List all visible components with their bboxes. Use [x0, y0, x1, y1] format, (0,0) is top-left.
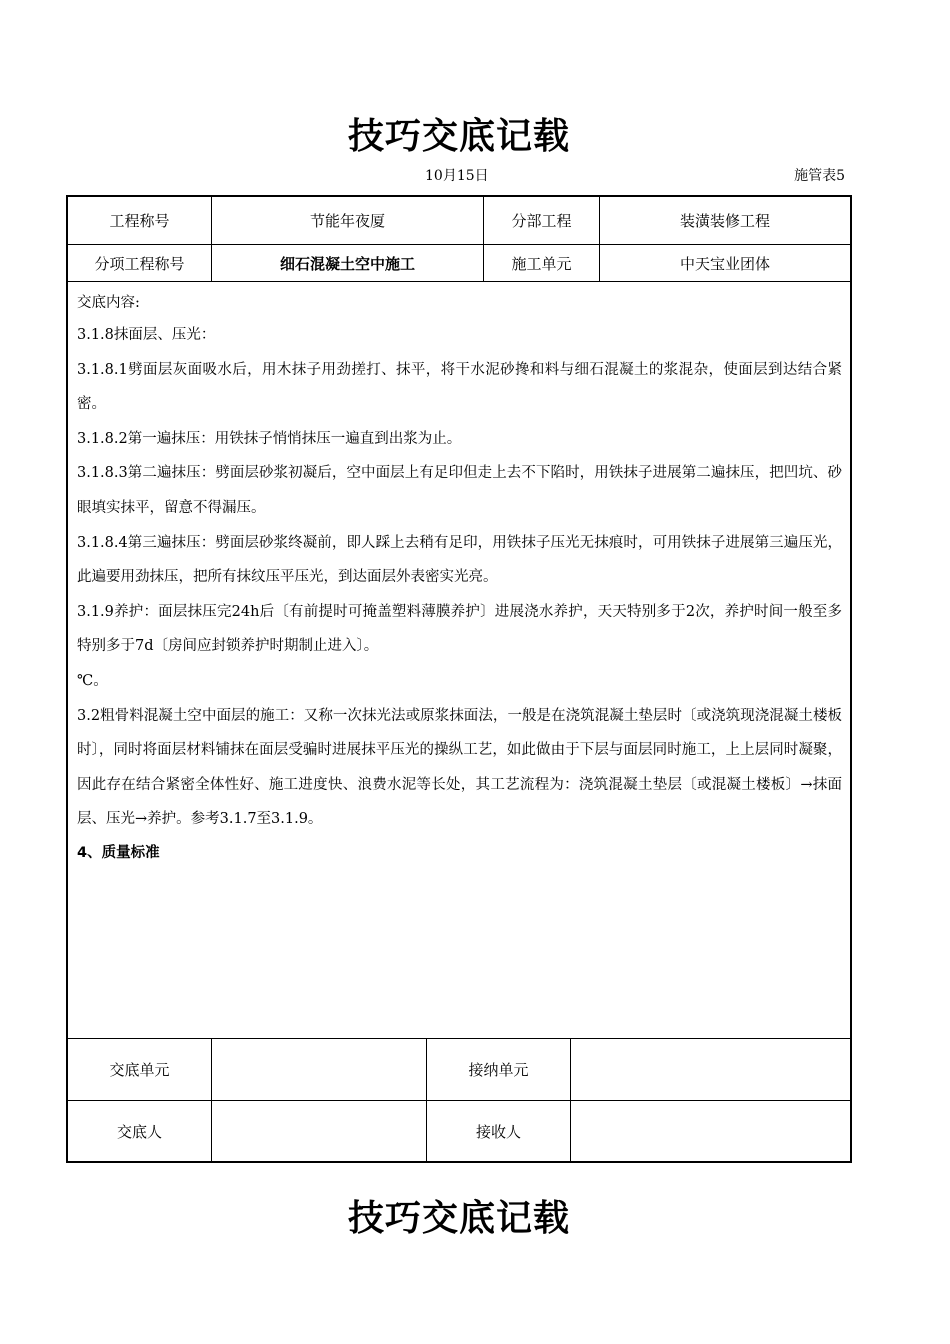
project-name-value: 节能年夜厦: [212, 197, 484, 245]
form-number: 施管表5: [794, 168, 845, 184]
project-name-label: 工程称号: [68, 197, 212, 245]
subitem-value: 细石混凝土空中施工: [212, 245, 484, 282]
handover-content: [68, 282, 850, 1039]
receiving-unit-value: [571, 1039, 850, 1101]
content-paragraph: 3.1.8抹面层、压光：: [77, 327, 216, 343]
content-paragraph: 3.2粗骨料混凝土空中面层的施工：又称一次抹光法或原浆抹面法，一般是在浇筑混凝土垫层时〔或浇筑现浇混凝土楼板时〕，同时将面层材料铺抹在面层受骗时进展抹平压光的操纵工艺，如此做由于下层与面层同时施工，上上层同时凝聚，因此存在结合紧密全体性好、施工进度快、浪费水泥等长处，其工艺流程为：浇筑混凝土垫层〔或混凝土楼板〕→抹面层、压光→养护。参考3.1.7至3.1.9。: [77, 707, 842, 828]
content-paragraph: 3.1.8.2第一遍抹压：用铁抹子悄悄抹压一遍直到出浆为止。: [77, 430, 462, 447]
subitem-label: 分项工程称号: [68, 245, 212, 282]
handover-unit-label: 交底单元: [68, 1039, 212, 1101]
content-paragraph: 3.1.8.1劈面层灰面吸水后，用木抹子用劲搓打、抹平，将干水泥砂搀和料与细石混凝土的浆混杂，使面层到达结合紧密。: [77, 361, 842, 413]
content-heading: 交底内容:: [77, 295, 140, 311]
division-value: 装潢装修工程: [600, 197, 850, 245]
page-title: 技巧交底记载: [347, 116, 570, 157]
unit-label: 施工单元: [484, 245, 600, 282]
content-paragraph: ℃。: [77, 672, 108, 689]
content-paragraph: 3.1.8.4第三遍抹压：劈面层砂浆终凝前，即人踩上去稍有足印，用铁抹子压光无抹痕时，可用铁抹子进展第三遍压光，此遍要用劲抹压，把所有抹纹压平压光，到达面层外表密实光亮。: [77, 534, 842, 586]
receiving-unit-label: 接纳单元: [427, 1039, 571, 1101]
receiver-value: [571, 1101, 850, 1161]
unit-value: 中天宝业团体: [600, 245, 850, 282]
handover-unit-value: [212, 1039, 427, 1101]
receiver-label: 接收人: [427, 1101, 571, 1161]
content-paragraph: 3.1.9养护：面层抹压完24h后〔有前提时可掩盖塑料薄膜养护〕进展浇水养护，天天特别多于2次，养护时间一般至多特别多于7d〔房间应封锁养护时期制止进入〕。: [77, 603, 842, 655]
handover-person-label: 交底人: [68, 1101, 212, 1161]
record-date: 10月15日: [425, 168, 489, 184]
record-table: [66, 195, 852, 1163]
handover-person-value: [212, 1101, 427, 1161]
division-label: 分部工程: [484, 197, 600, 245]
content-paragraph: 3.1.8.3第二遍抹压：劈面层砂浆初凝后，空中面层上有足印但走上去不下陷时，用铁抹子进展第二遍抹压，把凹坑、砂眼填实抹平，留意不得漏压。: [77, 465, 842, 516]
next-page-title: 技巧交底记载: [347, 1198, 570, 1239]
section-heading: 4、质量标准: [77, 844, 160, 861]
